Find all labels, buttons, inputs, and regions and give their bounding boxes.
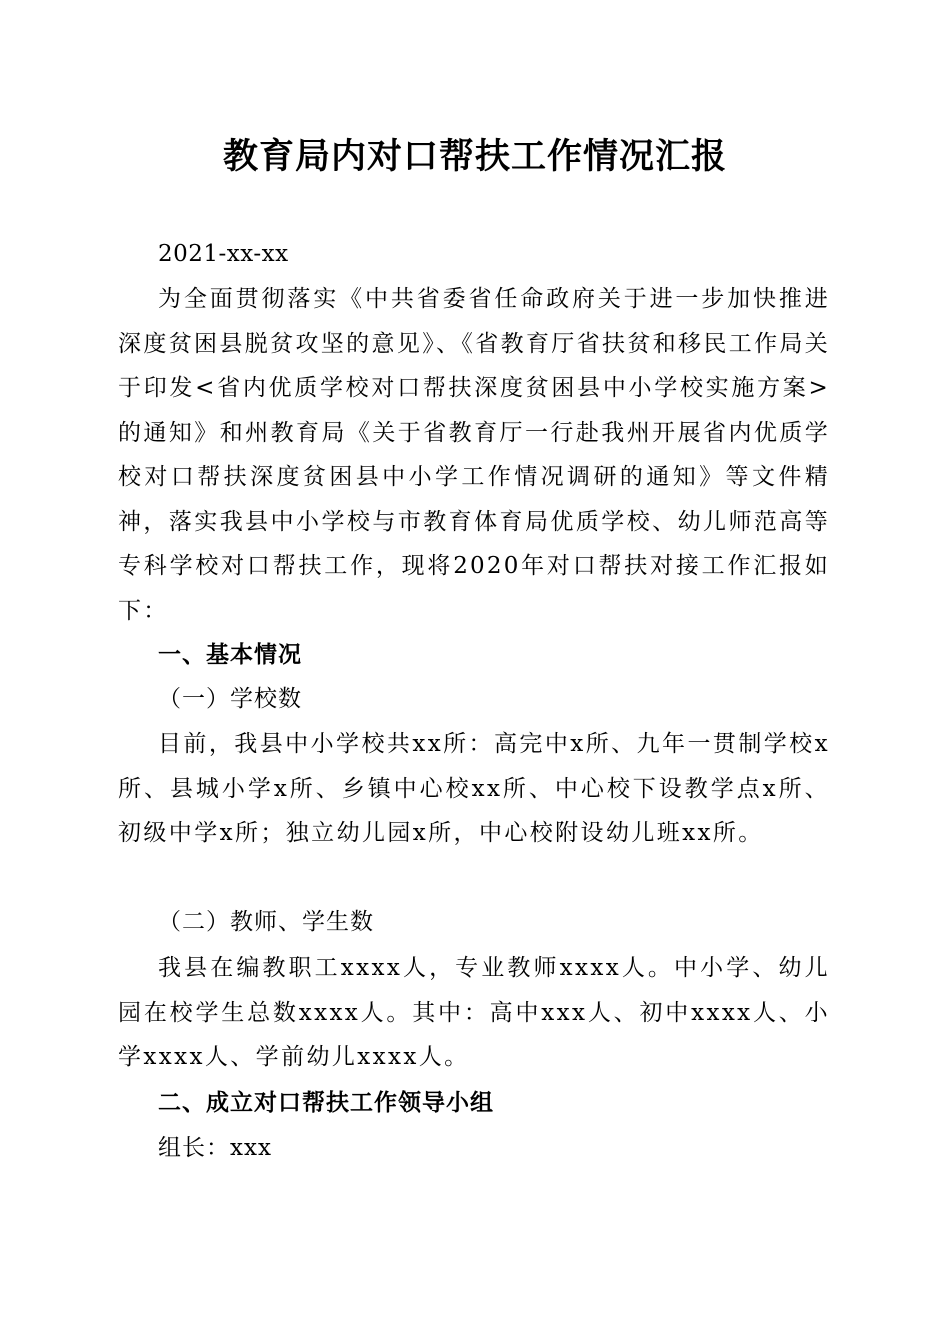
- document-title: 教育局内对口帮扶工作情况汇报: [222, 136, 727, 177]
- intro-block: [118, 277, 830, 633]
- section1-sub2-heading: （二）教师、学生数: [158, 909, 374, 935]
- intro-paragraph: 为全面贯彻落实《中共省委省任命政府关于进一步加快推进深度贫困县脱贫攻坚的意见》、《省教育厅省扶贫和移民工作局关于印发<省内优质学校对口帮扶深度贫困县中小学校实施方案>的通知》和州教育局《关于省教育厅一行赴我州开展省内优质学校对口帮扶深度贫困县中小学工作情况调研的通知》等文件精神，落实我县中小学校与市教育体育局优质学校、幼儿师范高等专科学校对口帮扶工作，现将2020年对口帮扶对接工作汇报如下：: [118, 286, 830, 624]
- section1-heading: 一、基本情况: [158, 642, 302, 668]
- teacher-student-paragraph: 我县在编教职工xxxx人，专业教师xxxx人。中小学、幼儿园在校学生总数xxxx人。其中：高中xxx人、初中xxxx人、小学xxxx人、学前幼儿xxxx人。: [118, 955, 830, 1070]
- group-leader-line: 组长：xxx: [158, 1135, 272, 1161]
- school-count-paragraph: 目前，我县中小学校共xx所：高完中x所、九年一贯制学校x所、县城小学x所、乡镇中心校xx所、中心校下设教学点x所、初级中学x所；独立幼儿园x所，中心校附设幼儿班xx所。: [118, 731, 830, 846]
- section1-sub1-block: [118, 722, 830, 856]
- section1-sub2-block: [118, 946, 830, 1080]
- section2-heading: 二、成立对口帮扶工作领导小组: [158, 1090, 494, 1116]
- section1-sub1-heading: （一）学校数: [158, 686, 302, 712]
- document-date: 2021-xx-xx: [158, 241, 289, 267]
